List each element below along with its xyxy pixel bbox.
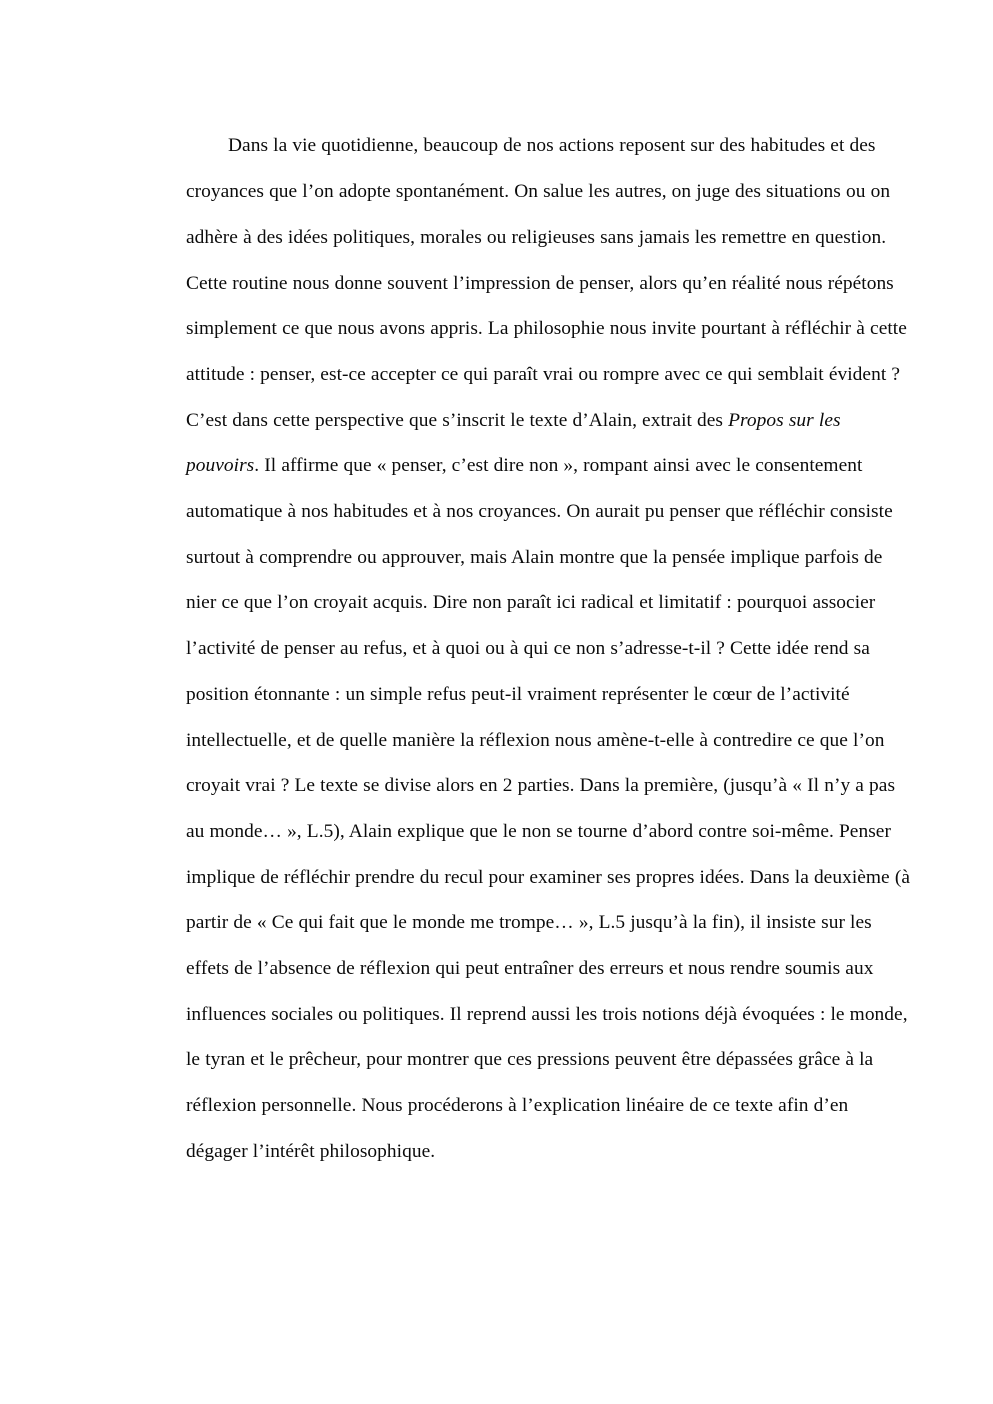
work-title-propos-sur-les-pouvoirs: Propos sur les pouvoirs (186, 409, 841, 477)
document-body (186, 104, 914, 1194)
introduction-paragraph (186, 123, 914, 1174)
paragraph-text-part-2: . Il affirme que « penser, c’est dire non », rompant ainsi avec le consentement automatique à nos habitudes et à nos croyances. On aurait pu penser que réfléchir consiste surtout à comprendre ou approuver, mais Alain montre que la pensée implique parfois de nier ce que l’on croyait acquis. Dire non paraît ici radical et limitatif : pourquoi associer l’activité de penser au refus, et à quoi ou à qui ce non s’adresse-t-il ? Cette idée rend sa position étonnante : un simple refus peut-il vraiment représenter le cœur de l’activité intellectuelle, et de quelle manière la réflexion nous amène-t-elle à contredire ce que l’on croyait vrai ? Le texte se divise alors en 2 parties. Dans la première, (jusqu’à « Il n’y a pas au monde… », L.5), Alain explique que le non se tourne d’abord contre soi-même. Penser implique de réfléchir prendre du recul pour examiner ses propres idées. Dans la deuxième (à partir de « Ce qui fait que le monde me trompe… », L.5 jusqu’à la fin), il insiste sur les effets de l’absence de réflexion qui peut entraîner des erreurs et nous rendre soumis aux influences sociales ou politiques. Il reprend aussi les trois notions déjà évoquées : le monde, le tyran et le prêcheur, pour montrer que ces pressions peuvent être dépassées grâce à la réflexion personnelle. Nous procéderons à l’explication linéaire de ce texte afin d’en dégager l’intérêt philosophique. (186, 455, 910, 1162)
paragraph-text-part-1: Dans la vie quotidienne, beaucoup de nos actions reposent sur des habitudes et des croyances que l’on adopte spontanément. On salue les autres, on juge des situations ou on adhère à des idées politiques, morales ou religieuses sans jamais les remettre en question. Cette routine nous donne souvent l’impression de penser, alors qu’en réalité nous répétons simplement ce que nous avons appris. La philosophie nous invite pourtant à réfléchir à cette attitude : penser, est-ce accepter ce qui paraît vrai ou rompre avec ce qui semblait évident ? C’est dans cette perspective que s’inscrit le texte d’Alain, extrait des (186, 135, 907, 431)
